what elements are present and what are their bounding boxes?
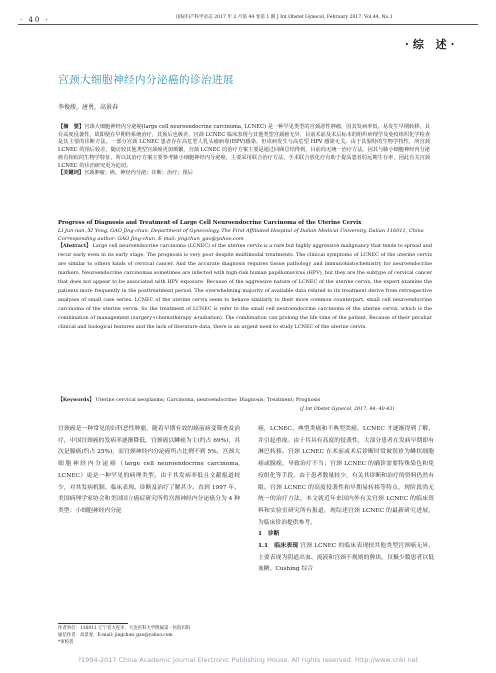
heading-clinical: 1.1 临床表现 [258,543,299,550]
keywords-en-label: 【Keywords】 [58,397,95,403]
keywords-en [58,396,432,404]
article-title: 宫颈大细胞神经内分泌癌的诊治进展 [58,74,234,86]
abstract-en-label: 【Abstract】 [58,243,92,249]
journal-header: 国际妇产科学杂志 2017 年 2 月第 44 卷第 1 期 J Int Obstet Gynecol, February 2017, Vol.44, No.1 [176,15,393,20]
abstract-en-text: Large cell neuroendocrine carcinoma (LCNEC) of the uterine cervix is a rare but highly aggressive malignancy that tends to spread and recur early even in its early stage. The prognosis is very poor despite multimodal treatments. The clinical symptoms of LCNEC of the uterine cervix are similar to others kinds of cervical cancer. And the accurate diagnosis requires tissue pathology and immunohistochemistry for neuroendocrine markers. Neuroendocrine carcinomas sometimes are infected with high-risk human papillomavirus (HPV), but they are the subtype of cervical cancer that does not appear to be associated with HPV exposure. Because of the aggressive nature of LCNEC of the uterine cervix, the expert examine the patients more frequently in the posttreatment period. The overwhelming majority of available data related to its treatment derive from retrospective analyses of small case series. LCNEC of the uterine cervix seem to behave similarly to their more common counterpart, small cell neuroendocrine carcinoma of the uterine cervix. So the treatment of LCNEC is refer to the small cell neuroendocrine carcinoma of the uterine cervix, which is the combination of management (surgery+chemotherapy ±radiation). The combination can prolong the life time of the patient. Because of their peculiar clinical and biological features and the lack of literature data, there is an urgent need to study LCNEC of the uterine cervix. [58,243,432,330]
header-rule [18,24,478,25]
keywords-cn: 宫颈肿瘤；癌，神经内分泌；诊断；治疗；预后 [83,170,193,177]
footnote [58,625,190,646]
english-corresponding: Corresponding author: GAO Jing-chun, E-mail: jingchun_gao@yahoo.com [58,235,244,242]
english-title-text: Progress of Diagnosis and Treatment of Large Cell Neuroendocrine Carcinoma of the Uterine Cervix [58,220,362,226]
body-left-text: 宫颈癌是一种常见的妇科恶性肿瘤，随着早期有效的癌前病变筛查及治疗，中国宫颈癌的发病率逐渐降低，宫颈癌以鳞癌为主(约占 69%)，其次是腺癌(约占 25%)，而宫颈神经内分泌癌所占比例不到 5%，宫颈大细胞神经内分泌癌（large cell neuroendocrine carcinoma, LCNEC）更是一种罕见的病理类型。由于其发病率低且文献报道较少，对其发病机制、临床表现、诊断及治疗了解甚少。直到 1997 年，美国病理学家协会和美国国立癌症研究所将宫颈神经内分泌癌分为 4 种类型：小细胞神经内分泌 [58,426,240,514]
watermark: ?1994-2017 China Academic Journal Electronic Publishing House. All rights reserved. http://www.cnki.net [77,656,419,664]
body-left-column [58,424,240,518]
citation: (J Int Obstet Gynecol, 2017, 44: 40-43) [300,407,395,412]
page-number: · 40 · [20,16,50,24]
keywords-cn-label: 【关键词】 [58,170,84,177]
body-right-para: 癌，LCNEC、典型类癌和不典型类癌，LCNEC 才逐渐得到了解，并引起重视。由于其具有高度的侵袭性，大部分患者在发病早期即有淋巴转移。宫颈 LCNEC 在术前或术后诊断时常被误诊为鳞状细胞癌或腺癌，导致治疗不当；宫颈 LCNEC 的确诊需要特殊染色和免疫组化等手段，由于患者数量较少，有关其诊断和治疗的资料仍然有限。宫颈 LCNEC 的高度侵袭性和早期易转移等特点，现阶段尚无统一的治疗方法，本文就近年来国内外有关宫颈 LCNEC 的临床资料和实验室研究所有报道，现综述宫颈 LCNEC 的最新研究进展，为临床诊治提供参考。 [258,426,434,526]
footnote-rule [58,623,128,624]
abstract-en [58,242,432,332]
footnote-marker: *审校者 [58,640,74,645]
keywords-en-text: Uterine cervical neoplasms; Carcinoma, neuroendocrine; Diagnosis; Treatment; Prognosis [95,397,321,403]
english-title [58,220,432,228]
abstract-cn-text: 宫颈大细胞神经内分泌癌(large cell neuroendocrine carcinoma, LCNEC) 是一种罕见类型的宫颈恶性肿瘤，因其发病率低、易发生早期转移，具有高度侵袭性，故即使在早期经系统治疗，其预后也极差。宫颈 LCNEC 临床表现与其他类型宫颈癌无异，目前术前及术后标本的组织病理学及免疫组织化学检查是其主要的诊断方法。一部分宫颈 LCNEC 患者存在高危型人乳头瘤病毒(HPV)感染，但该病发生与高危型 HPV 感染无关。由于其独特的生物学特性，所宫颈 LCNEC 的预后较差，随访较其他类型宫颈癌更加频繁。宫颈 LCNEC 的治疗方案主要是通过回顾总结得到，目前尚无统一治疗方法。因其与肺小细胞神经内分泌癌有相似的生物学特征，所以其治疗方案主要参考肺小细胞神经内分泌癌，主要采用联合治疗方法，手术联合放化疗有助于提高患者的远期生存率，因此有关宫颈 LCNEC 的诊治研究更为迫切。 [58,124,430,169]
footnote-address: 作者单位：116011 辽宁省大连市，大连医科大学附属第一医院妇科 [58,626,191,631]
section-label: ·综 述· [405,38,459,51]
abstract-cn [58,124,430,178]
abstract-cn-label: 【摘 要】 [58,124,85,130]
body-right-column [258,424,434,576]
heading-diagnosis: 1 诊断 [258,531,280,538]
english-authors: LI Jun-nan, XI Yong, GAO Jing-chun. Department of Gynecology, The First Affiliated Hospital of Dalian Medical University, Dalian 116011, China [58,228,424,234]
authors: 李俊竣，唐勇，高景春 [58,104,119,111]
body-right-para2: 宫颈 LCNEC 的临床表现较其他类型宫颈癌无异，主要表现为阴道出血、流液和宫颈不规则的肿块。仅极少数患者以低血糖、Cushing 综合 [258,543,435,573]
footnote-corresponding: 通信作者：高景春，E-mail: jingchun_gao@yahoo.com [58,633,173,638]
